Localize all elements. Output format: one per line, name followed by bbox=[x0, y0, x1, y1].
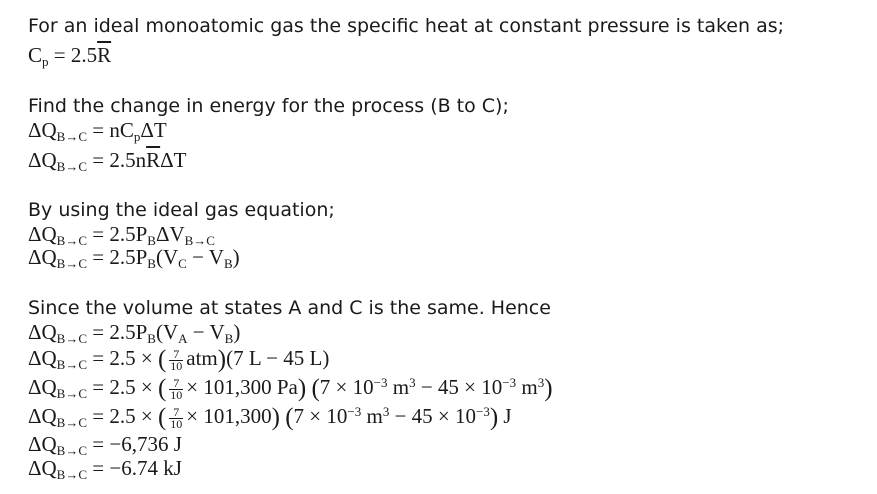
equation-9: $\Delta Q_{B\to C} = -6,736$ J bbox=[28, 432, 182, 458]
equation-3: $\Delta Q_{B\to C} = 2.5P_B\Delta V_{B\to C}$ bbox=[28, 222, 215, 248]
equation-2: $\Delta Q_{B\to C} = 2.5n\overline{R}\Delta T$ bbox=[28, 148, 187, 174]
cp-equation: $C_p = 2.5\overline{R}$ bbox=[28, 43, 112, 69]
equation-6: $\Delta Q_{B\to C} = 2.5$ × ( $\frac{7}{10}$ atm)(7 L − 45 L) bbox=[28, 346, 330, 373]
equation-10: $\Delta Q_{B\to C} = -6.74$ kJ bbox=[28, 456, 182, 482]
fraction: $\frac{7}{10}$ bbox=[170, 375, 183, 402]
equation-1: $\Delta Q_{B\to C} = nC_p\Delta T$ bbox=[28, 118, 167, 144]
since-text: Since the volume at states A and C is the same. Hence bbox=[28, 297, 551, 319]
fraction: $\frac{7}{10}$ bbox=[170, 404, 183, 431]
ideal-gas-text: By using the ideal gas equation; bbox=[28, 199, 335, 221]
intro-text: For an ideal monoatomic gas the specific heat at constant pressure is taken as; bbox=[28, 15, 785, 37]
equation-4: $\Delta Q_{B\to C} = 2.5P_B(V_C - V_B)$ bbox=[28, 245, 240, 271]
equation-8: $\Delta Q_{B\to C} = 2.5$ × ( $\frac{7}{10}$ × 101,300) ($7 \times 10^{-3}$ $m^3 - 45 \times 10^{-3}$) J bbox=[28, 404, 512, 431]
equation-5: $\Delta Q_{B\to C} = 2.5P_B(V_A - V_B)$ bbox=[28, 320, 241, 346]
fraction: $\frac{7}{10}$ bbox=[170, 346, 183, 373]
equation-7: $\Delta Q_{B\to C} = 2.5$ × ( $\frac{7}{10}$ × 101,300 Pa) ($7 \times 10^{-3}$ $m^3 - 45 \times 10^{-3}$ $m^3$) bbox=[28, 375, 553, 402]
find-text: Find the change in energy for the process (B to C); bbox=[28, 95, 509, 117]
